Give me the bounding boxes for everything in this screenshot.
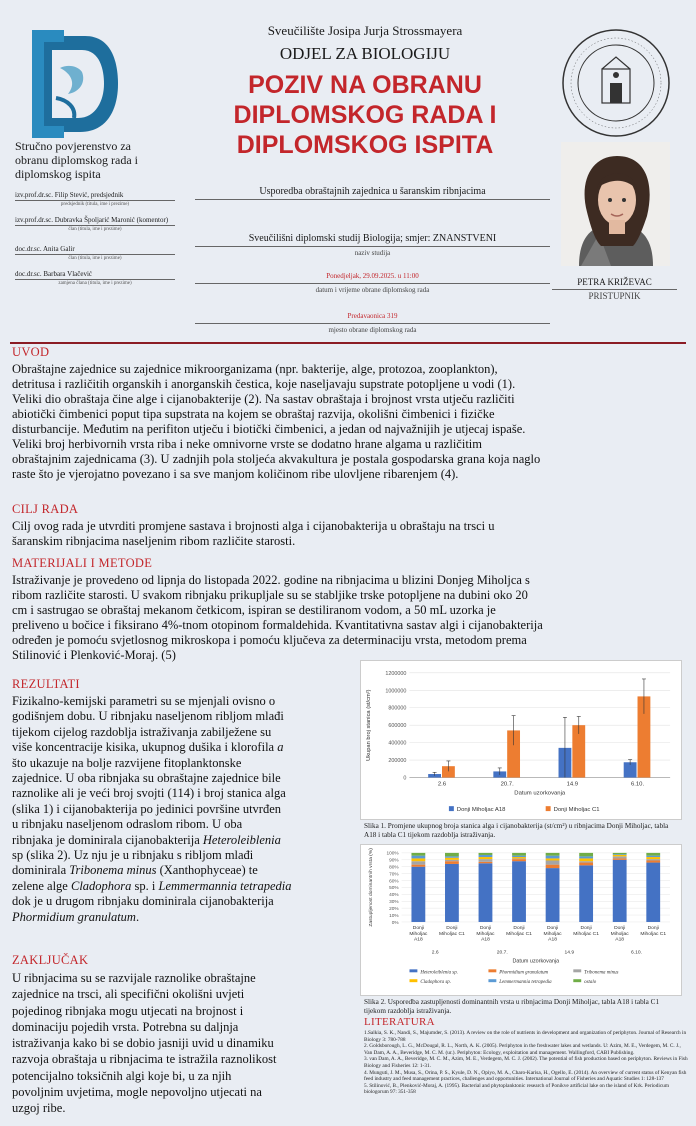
committee-member <box>15 216 175 232</box>
stacked-bar-segment <box>613 854 627 855</box>
legend-swatch <box>488 969 496 972</box>
legend-label: ostalo <box>584 980 597 986</box>
x-tick-label: 2.6 <box>437 781 447 788</box>
stacked-bar-segment <box>512 858 526 859</box>
text-line: dok je u drugom ribnjaku dominirala cijanobakterija <box>12 894 274 909</box>
text-line: šaranskim ribnjacima naseljenim ribom različite starosti. <box>12 534 296 548</box>
text-line: zajednice. U oba ribnjaka su obraštajne zajednice bile <box>12 771 281 786</box>
stacked-bar-segment <box>546 853 560 856</box>
legend-label: Donji Miholjac A18 <box>456 807 506 814</box>
text-line: obraštajnim zajednicama (3). U zadnjih pola stoljeća akvakultura je postala gospodarska grana koja naglo <box>12 452 541 466</box>
committee-heading <box>15 139 175 181</box>
y-tick-label: 90% <box>389 858 399 864</box>
stacked-bar-segment <box>479 853 493 855</box>
stacked-bar-segment <box>445 853 459 856</box>
x-tick-label: A18 <box>413 937 423 943</box>
stacked-bar-segment <box>445 861 459 864</box>
x-tick-label: Donji <box>513 925 525 931</box>
uvod-text <box>12 362 692 482</box>
member-role: član (titula, ime i prezime) <box>68 227 122 232</box>
legend-label: Heteroleiblenia sp. <box>420 970 458 976</box>
y-tick-label: 50% <box>389 886 399 892</box>
x-tick-label: A18 <box>615 937 625 943</box>
candidate-role: PRISTUPNIK <box>588 291 641 301</box>
stacked-bar-segment <box>479 855 493 857</box>
section-heading-metode: MATERIJALI I METODE <box>12 556 153 570</box>
stacked-bar-segment <box>411 853 425 856</box>
thesis-title: Usporedba obraštajnih zajednica u šaranskim ribnjacima <box>195 186 550 200</box>
text-line: disturbancije. Međutim na perifiton utječu i biotički čimbenici, a jedan od najvažnijih je utjecaj ispaše. <box>12 422 526 436</box>
stacked-bar-segment <box>512 861 526 922</box>
text-line: (slika 1) i cijanobakterija po jedinici površine utvrđen <box>12 801 282 816</box>
text-italic: Phormidium granulatum <box>12 909 136 924</box>
text-line: cm i sastrugao se obraštaj mekanom četkicom, ispiran se destiliranom vodom, a 50 mL uzorka je <box>12 603 496 617</box>
member-role: predsjednik (titula, ime i prezime) <box>60 202 130 207</box>
metode-text <box>12 573 692 663</box>
section-heading-rezultati: REZULTATI <box>12 677 80 691</box>
stacked-bar-segment <box>579 863 593 866</box>
y-tick-label: 70% <box>389 872 399 878</box>
stacked-bar-segment <box>445 858 459 860</box>
x-tick-label: Donji <box>446 925 458 931</box>
figure-caption-1: Slika 1. Promjene ukupnog broja stanica alga i cijanobakterija (st/cm²) u ribnjacima Donji Miholjac, tabla A18 i tabla C1 tijekom razdoblja istraživanja. <box>364 822 669 839</box>
stacked-bar-segment <box>613 855 627 856</box>
text-line: detritusa i različitih organskih i anorganskih čestica, koje naseljavaju supstrate potopljene u vodi (1). <box>12 377 516 391</box>
room-block <box>195 312 550 334</box>
text-italic: Heteroleiblenia <box>202 832 281 847</box>
stacked-bar-segment <box>546 865 560 868</box>
stacked-bar-segment <box>646 863 660 922</box>
stacked-bar-segment <box>646 859 660 860</box>
room-label: mjesto obrane diplomskog rada <box>328 326 417 334</box>
title-line: POZIV NA OBRANU <box>248 71 482 99</box>
text-line: zajednice na trsci, ali specifični okolišni uvjeti <box>12 987 245 1002</box>
legend-swatch <box>409 979 417 982</box>
x-tick-label: Miholjac <box>409 931 428 937</box>
x-tick-label: 6.10. <box>630 781 645 788</box>
datetime-label: datum i vrijeme obrane diplomskog rada <box>315 286 430 294</box>
legend-label: Tribonema minus <box>584 970 619 976</box>
x-tick-label: Miholjac <box>543 931 562 937</box>
x-tick-label: Miholjac C1 <box>439 931 465 937</box>
reference-item: 2. Goldsborough, L. G., McDougal, R. L., North, A. K. (2005). Periphyton in the freshwater lakes and wetlands. U: Azim, M. E., Verdegem, M. C. J., Van Dam, A. A., Beveridge, M. C. M. (ur.). Periphyton: Ecology, exploitation and management. Wallingford, CABI Publishing. <box>364 1043 681 1056</box>
stacked-bar-segment <box>579 856 593 858</box>
x-tick-label: A18 <box>548 937 557 943</box>
stacked-bar-segment <box>613 853 627 854</box>
text-line <box>12 740 357 755</box>
text-line: U ribnjacima su se razvijale raznolike obraštajne <box>12 971 256 985</box>
candidate-name: PETRA KRIŽEVAC <box>552 277 677 290</box>
title-line: DIPLOMSKOG RADA I <box>233 101 497 129</box>
text-line: ribom različite starosti. U svakom ribnjaku prikupljale su se stabljike trske potopljene na dubini oko 20 <box>12 588 528 602</box>
text-line: povoljnim uvjetima, mogle nepovoljno utjecati na <box>12 1085 262 1100</box>
text-line: što ukazuje na bolje razvijene fitoplanktonske <box>12 755 242 770</box>
stacked-bar-segment <box>512 857 526 858</box>
y-axis-label: Ukupan broj stanica (st/cm²) <box>365 689 372 761</box>
x-tick-label: Miholjac C1 <box>506 931 532 937</box>
stacked-bar-segment <box>546 868 560 922</box>
dominant-species-chart <box>360 844 682 996</box>
text-line: potencijalno toksičnih algi koje bi, u za njih <box>12 1068 232 1083</box>
text-italic: a <box>277 740 284 755</box>
text-line <box>12 910 357 925</box>
legend-swatch <box>546 806 551 811</box>
x-tick-label: 20.7. <box>500 781 514 788</box>
stacked-bar-segment <box>512 859 526 861</box>
legend-swatch <box>573 979 581 982</box>
stacked-bar-segment <box>479 857 493 859</box>
member-name: izv.prof.dr.sc. Dubravka Špoljarić Maronić (komentor) <box>15 216 175 226</box>
y-tick-label: 0% <box>391 920 399 926</box>
committee-heading-line: obranu diplomskog rada i <box>15 153 138 167</box>
stacked-bar-segment <box>646 857 660 859</box>
text-line: raznolike ali je veći broj svojti (114) i broj stanica alga <box>12 786 286 801</box>
text-italic: Lemmermannia tetrapedia <box>158 878 292 893</box>
stacked-bar-segment <box>512 853 526 856</box>
x-axis-label: Datum uzorkovanja <box>512 958 560 965</box>
stacked-bar-segment <box>445 864 459 922</box>
stacked-bar-segment <box>411 856 425 859</box>
defense-room: Predavaonica 319 <box>195 312 550 324</box>
member-name: doc.dr.sc. Anita Galir <box>15 245 175 255</box>
reference-item: 5. Stilinović, B., Plenković-Moraj, A. (1995). Bacterial and phytoplanktonic research of Ponikve artificial lake on the island of Krk. Periodicum biologorum 97: 351-358 <box>364 1082 669 1096</box>
committee-heading-line: Stručno povjerenstvo za <box>15 139 131 153</box>
legend-swatch <box>409 969 417 972</box>
legend-swatch <box>573 969 581 972</box>
committee-member <box>15 191 175 207</box>
poster-title <box>180 70 550 160</box>
y-tick-label: 600000 <box>388 723 407 730</box>
stacked-bar-segment <box>479 862 493 863</box>
x-tick-label: Donji <box>614 925 626 931</box>
stacked-bar-segment <box>646 856 660 857</box>
y-tick-label: 200000 <box>388 758 407 765</box>
stacked-bar-segment <box>579 853 593 856</box>
y-tick-label: 400000 <box>388 740 407 747</box>
y-tick-label: 20% <box>389 906 399 912</box>
text-line <box>12 879 357 894</box>
stacked-bar-segment <box>546 858 560 860</box>
stacked-bar-segment <box>613 860 627 922</box>
member-role: član (titula, ime i prezime) <box>68 256 122 261</box>
cell-count-chart <box>360 660 682 820</box>
rezultati-text <box>12 694 357 925</box>
text-line: Veliki broj herbivornih vrsta riba i neke omnivorne vrste se dodatno hrane algama u različitim <box>12 437 482 451</box>
text-line: dominaciju pojedih vrsta. Potrebna su daljnja <box>12 1019 239 1034</box>
member-name: izv.prof.dr.sc. Filip Stević, predsjednik <box>15 191 175 201</box>
text-span: dominirala <box>12 863 67 878</box>
x-tick-label: 14.9 <box>566 781 579 788</box>
stacked-bar-segment <box>613 858 627 859</box>
department-name: ODJEL ZA BIOLOGIJU <box>279 44 451 63</box>
text-line: u ribnjaku naseljenom odraslom ribom. U oba <box>12 817 243 832</box>
faculty-logo <box>30 28 122 140</box>
university-name: Sveučilište Josipa Jurja Strossmayera <box>267 23 463 38</box>
text-line: Obraštajne zajednice su zajednice mikroorganizama (npr. bakterije, alge, protozoa, zooplankton), <box>12 362 498 376</box>
committee-member <box>15 270 175 286</box>
stacked-bar-segment <box>546 860 560 864</box>
legend-label: Cladophora sp. <box>420 980 451 986</box>
legend-label: Lemmermannia tetrapedia <box>499 980 552 986</box>
y-tick-label: 100% <box>386 851 399 857</box>
title-line: DIPLOMSKOG ISPITA <box>236 131 494 159</box>
text-span: sp. i <box>134 878 156 893</box>
x-tick-label: Miholjac <box>610 931 629 937</box>
text-span: zelene alge <box>12 878 68 893</box>
group-label: 14.9 <box>564 950 575 956</box>
text-line: preliveno u bočice i fiksirano 4%-tnom otopinom formaldehida. Kvantitativna sastav algi i cijanobakterija <box>12 618 543 632</box>
stacked-bar-segment <box>411 858 425 861</box>
text-line: Fizikalno-kemijski parametri su se mjenjali ovisno o <box>12 694 276 708</box>
text-line: godišnjem dobu. U ribnjaku naseljenom ribljom mlađi <box>12 709 284 724</box>
text-span: (Xanthophyceae) te <box>159 863 258 878</box>
stacked-bar-segment <box>646 860 660 862</box>
text-span: ribnjaka je dominirala cijanobakterija <box>12 832 200 847</box>
figure-caption-2: Slika 2. Usporedba zastupljenosti dominantnih vrsta u ribnjacima Donji Miholjac, tabla A18 i tabla C1 tijekom razdoblja istraživanja. <box>364 998 660 1015</box>
text-line: pojedinog ribnjaka mogu utjecati na brojnost i <box>12 1003 244 1018</box>
text-line: tijekom cijelog razdoblja istraživanja zabilježene su <box>12 724 272 739</box>
text-line: abiotički čimbenici poput tipa supstrata na kojem se obraštaj razvija, okolišni čimbenici i fizičke <box>12 407 495 421</box>
text-span: više koncentracije kisika, ukupnog dušika i klorofila <box>12 740 275 755</box>
study-block <box>195 233 550 257</box>
candidate-photo <box>561 142 670 266</box>
text-span: . <box>135 909 140 924</box>
stacked-bar-segment <box>579 858 593 861</box>
group-label: 6.10. <box>630 950 642 956</box>
stacked-bar-segment <box>479 859 493 862</box>
text-line: određen je pomoću svjetlosnog mikroskopa i pomoću ključeva za determinaciju vrsta, metodom prema <box>12 633 527 647</box>
x-tick-label: Miholjac C1 <box>573 931 599 937</box>
legend-swatch <box>488 979 496 982</box>
university-seal <box>560 27 672 139</box>
stacked-bar-segment <box>445 860 459 861</box>
stacked-bar-segment <box>512 856 526 857</box>
legend-label: Phormidium granulatum <box>499 970 549 976</box>
stacked-bar-segment <box>646 853 660 856</box>
y-tick-label: 60% <box>389 879 399 885</box>
x-tick-label: Miholjac <box>476 931 495 937</box>
y-tick-label: 10% <box>389 913 399 919</box>
group-label: 2.6 <box>431 950 439 956</box>
stacked-bar-segment <box>445 856 459 857</box>
text-line: Cilj ovog rada je utvrditi promjene sastava i brojnosti alga i cijanobakterija u obraštaju na trsci u <box>12 519 495 533</box>
references-heading: LITERATURA <box>364 1016 435 1028</box>
study-name: Sveučilišni diplomski studij Biologija; smjer: ZNANSTVENI <box>195 233 550 247</box>
y-tick-label: 800000 <box>388 705 407 712</box>
y-axis-label: Zastupljenost dominantnih vrsta (%) <box>368 848 374 927</box>
x-tick-label: Donji <box>580 925 592 931</box>
text-line: raste što je vjerojatno povezano i sa sve manjom količinom ribe ulovljene ribarenjem (4). <box>12 467 459 481</box>
y-tick-label: 1200000 <box>385 670 407 677</box>
text-line <box>12 863 357 878</box>
x-tick-label: Donji <box>479 925 492 931</box>
x-tick-label: Miholjac C1 <box>640 931 667 937</box>
stacked-bar-segment <box>546 856 560 859</box>
stacked-bar-segment <box>411 867 425 922</box>
text-line <box>12 833 357 848</box>
stacked-bar-segment <box>613 856 627 858</box>
stacked-bar-segment <box>479 863 493 922</box>
stacked-bar-segment <box>579 861 593 862</box>
stacked-bar-segment <box>411 865 425 867</box>
group-label: 20.7. <box>496 950 508 956</box>
committee-member <box>15 245 175 261</box>
x-tick-label: Donji <box>412 925 424 931</box>
text-line: istraživanja kako bi se dobio jasniji uvid u dinamiku <box>12 1036 274 1051</box>
y-tick-label: 1000000 <box>385 688 407 695</box>
member-role: zamjena člana (titula, ime i prezime) <box>58 281 132 286</box>
defense-datetime: Ponedjeljak, 29.09.2025. u 11:00 <box>195 272 550 284</box>
section-heading-zakljucak: ZAKLJUČAK <box>12 953 89 967</box>
cilj-text <box>12 519 692 549</box>
text-line: Stilinović i Plenković-Moraj. (5) <box>12 648 176 662</box>
text-line: Istraživanje je provedeno od lipnja do listopada 2022. godine na ribnjacima u blizini Donjeg Miholjca s <box>12 573 530 587</box>
thesis-title-block <box>195 186 550 200</box>
y-tick-label: 80% <box>389 865 399 871</box>
x-tick-label: Donji <box>647 925 659 931</box>
text-italic: Cladophora <box>70 878 132 893</box>
x-tick-label: A18 <box>481 937 490 943</box>
y-tick-label: 30% <box>389 900 399 906</box>
member-name: doc.dr.sc. Barbara Vlačević <box>15 270 175 280</box>
stacked-bar-segment <box>411 861 425 864</box>
stacked-bar-segment <box>579 865 593 922</box>
text-line: uzgoj ribe. <box>12 1101 66 1116</box>
reference-item: 3. van Dam, A. A., Beveridge, M. C. M., Azim, M. E., Verdegem, M. C. J. (2002). The potential of fish production based on periphyton. Reviews in Fish Biology and Fisheries 12: 1-31. <box>364 1056 688 1069</box>
committee-heading-line: diplomskog ispita <box>15 167 101 181</box>
reference-item: 1.Salkia, S. K., Nandi, S., Majumder, S. (2013). A review on the role of nutrients in development and organization of periphyton. Journal of Research in Biology 3: 780-788 <box>364 1030 687 1043</box>
text-line: razvoja obraštaja u ribnjacima te istražila raznolikost <box>12 1052 277 1067</box>
legend-swatch <box>449 806 454 811</box>
y-tick-label: 0 <box>403 775 407 782</box>
x-tick-label: Donji <box>546 925 559 931</box>
text-italic: Tribonema minus <box>69 863 157 878</box>
section-heading-cilj: CILJ RADA <box>12 502 79 516</box>
study-label: naziv studija <box>354 249 391 257</box>
y-tick-label: 40% <box>389 893 399 899</box>
datetime-block <box>195 272 550 294</box>
x-axis-label: Datum uzorkovanja <box>514 790 566 797</box>
header-divider <box>10 342 686 344</box>
reference-item: 4. Munguti, J. M., Musa, S., Orina, P. S., Kyule, D. N., Opiyo, M. A., Charo-Karisa, H., Ogello, E. (2014). An overview of current status of Kenyan fish feed industry and feed management practices, challenges and opportunities. International Journal of Fisheries and Aquatic Studies 1: 128-137 <box>364 1069 687 1083</box>
references-list <box>364 1030 689 1096</box>
text-line: Veliki dio obraštaja čine alge i cijanobakterije (2). Na sastav obraštaja i brojnost vrsta utječu različiti <box>12 392 515 406</box>
text-line: sp (slika 2). Uz nju je u ribnjaku s ribljom mlađi <box>12 848 254 863</box>
section-heading-uvod: UVOD <box>12 345 50 359</box>
zakljucak-text <box>12 970 357 1117</box>
legend-label: Donji Miholjac C1 <box>553 807 600 814</box>
